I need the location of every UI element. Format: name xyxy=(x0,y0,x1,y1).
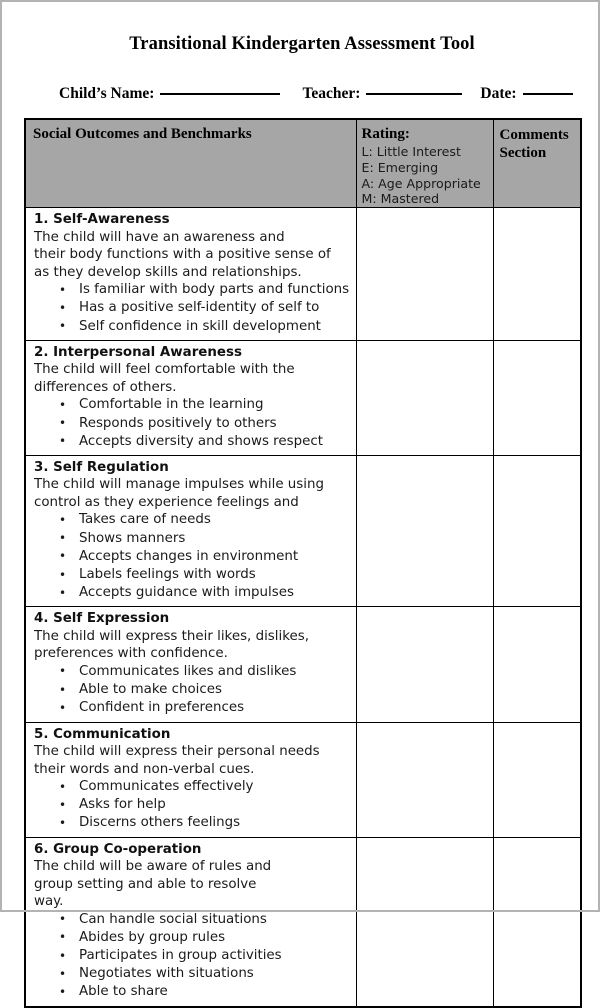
table-body xyxy=(25,208,581,1007)
outcome-description-line: differences of others. xyxy=(34,379,177,395)
header-cell-comments xyxy=(493,119,581,208)
outcome-description-line: The child will express their personal needs xyxy=(34,744,320,760)
benchmark-item: • Asks for help xyxy=(26,796,356,814)
rating-value xyxy=(357,838,493,839)
benchmark-item: • Is familiar with body parts and functions xyxy=(26,281,356,299)
benchmark-item: • Communicates likes and dislikes xyxy=(26,663,356,681)
benchmark-item: • Able to make choices xyxy=(26,681,356,699)
comments-cell[interactable] xyxy=(493,837,581,1007)
outcome-description-line: as they develop skills and relationships. xyxy=(34,264,302,280)
rating-legend-m: M: Mastered xyxy=(361,191,440,207)
outcome-description-line: The child will express their likes, dislikes, xyxy=(34,628,309,644)
outcome-title: 2. Interpersonal Awareness xyxy=(34,344,242,360)
rating-cell[interactable] xyxy=(356,208,493,341)
benchmark-item: • Can handle social situations xyxy=(26,911,356,929)
rating-legend-a: A: Age Appropriate xyxy=(361,175,481,191)
outcome-description-line: control as they experience feelings and xyxy=(34,494,299,510)
comments-value xyxy=(494,341,581,342)
date-input[interactable] xyxy=(523,82,573,95)
header-label-outcomes: Social Outcomes and Benchmarks xyxy=(33,126,252,142)
outcome-description-line: The child will have an awareness and xyxy=(34,229,285,245)
outcome-description-line: group setting and able to resolve xyxy=(34,876,257,892)
outcome-description-line: The child will be aware of rules and xyxy=(34,859,272,875)
outcome-title: 4. Self Expression xyxy=(34,611,170,627)
comments-value xyxy=(494,208,581,209)
table-row xyxy=(25,837,581,1007)
teacher-input[interactable] xyxy=(366,82,462,95)
form-header-line xyxy=(2,82,600,108)
benchmark-item: • Comfortable in the learning xyxy=(26,396,356,414)
rating-value xyxy=(357,723,493,724)
rating-cell[interactable] xyxy=(356,340,493,455)
benchmark-list xyxy=(26,663,356,718)
outcome-cell xyxy=(25,208,356,341)
table-row xyxy=(25,340,581,455)
benchmark-list xyxy=(26,778,356,833)
benchmark-item: • Labels feelings with words xyxy=(26,566,356,584)
page-title: Transitional Kindergarten Assessment Tool xyxy=(129,34,475,54)
comments-cell[interactable] xyxy=(493,722,581,837)
assessment-table xyxy=(24,118,582,1008)
comments-value xyxy=(494,607,581,608)
comments-value xyxy=(494,456,581,457)
outcome-title: 3. Self Regulation xyxy=(34,459,169,475)
benchmark-item: • Self confidence in skill development xyxy=(26,318,356,336)
outcome-cell xyxy=(25,340,356,455)
benchmark-list xyxy=(26,511,356,602)
comments-cell[interactable] xyxy=(493,208,581,341)
rating-value xyxy=(357,341,493,342)
benchmark-item: • Has a positive self-identity of self to xyxy=(26,299,356,317)
comments-value xyxy=(494,723,581,724)
header-cell-rating xyxy=(356,119,493,208)
benchmark-item: • Accepts changes in environment xyxy=(26,548,356,566)
outcome-cell xyxy=(25,722,356,837)
outcome-cell xyxy=(25,455,356,607)
outcome-description-line: their words and non-verbal cues. xyxy=(34,761,255,777)
outcome-cell xyxy=(25,837,356,1007)
child-name-label: Child’s Name: xyxy=(59,85,155,102)
date-field[interactable] xyxy=(480,82,572,103)
outcome-title: 5. Communication xyxy=(34,726,171,742)
table-row xyxy=(25,722,581,837)
outcome-title: 1. Self-Awareness xyxy=(34,212,170,228)
benchmark-item: • Abides by group rules xyxy=(26,929,356,947)
rating-legend-e: E: Emerging xyxy=(361,159,439,175)
header-label-rating: Rating: xyxy=(361,126,410,142)
benchmark-item: • Responds positively to others xyxy=(26,415,356,433)
header-label-comments xyxy=(494,120,581,162)
outcome-description-line: The child will manage impulses while using xyxy=(34,477,324,493)
header-label-comments-line1: Comments xyxy=(499,127,569,143)
comments-cell[interactable] xyxy=(493,455,581,607)
rating-legend xyxy=(357,143,493,207)
benchmark-item: • Able to share xyxy=(26,983,356,1001)
outcome-description-line: their body functions with a positive sense of xyxy=(34,247,331,263)
benchmark-item: • Communicates effectively xyxy=(26,778,356,796)
benchmark-list xyxy=(26,911,356,1002)
benchmark-item: • Shows manners xyxy=(26,530,356,548)
outcome-description-line: The child will feel comfortable with the xyxy=(34,362,295,378)
benchmark-item: • Discerns others feelings xyxy=(26,814,356,832)
outcome-cell xyxy=(25,607,356,722)
outcome-title: 6. Group Co-operation xyxy=(34,841,202,857)
outcome-description-line: way. xyxy=(34,894,64,910)
teacher-label: Teacher: xyxy=(302,85,361,102)
comments-cell[interactable] xyxy=(493,607,581,722)
comments-cell[interactable] xyxy=(493,340,581,455)
teacher-field[interactable] xyxy=(302,82,462,103)
child-name-input[interactable] xyxy=(160,82,280,95)
rating-cell[interactable] xyxy=(356,607,493,722)
rating-value xyxy=(357,456,493,457)
benchmark-item: • Confident in preferences xyxy=(26,699,356,717)
rating-cell[interactable] xyxy=(356,455,493,607)
benchmark-item: • Negotiates with situations xyxy=(26,965,356,983)
benchmark-item: • Accepts guidance with impulses xyxy=(26,584,356,602)
benchmark-item: • Accepts diversity and shows respect xyxy=(26,433,356,451)
benchmark-list xyxy=(26,396,356,451)
table-row xyxy=(25,455,581,607)
benchmark-item: • Takes care of needs xyxy=(26,511,356,529)
benchmark-list xyxy=(26,281,356,336)
benchmark-item: • Participates in group activities xyxy=(26,947,356,965)
header-cell-outcomes xyxy=(25,119,356,208)
rating-value xyxy=(357,607,493,608)
table-row xyxy=(25,607,581,722)
header-label-comments-line2: Section xyxy=(499,145,547,161)
table-header-row xyxy=(25,119,581,208)
rating-legend-l: L: Little Interest xyxy=(361,144,461,159)
table-row xyxy=(25,208,581,341)
outcome-description-line: preferences with confidence. xyxy=(34,646,228,662)
date-label: Date: xyxy=(480,85,517,102)
rating-value xyxy=(357,208,493,209)
rating-cell[interactable] xyxy=(356,722,493,837)
comments-value xyxy=(494,838,581,839)
child-name-field[interactable] xyxy=(59,82,280,103)
rating-cell[interactable] xyxy=(356,837,493,1007)
